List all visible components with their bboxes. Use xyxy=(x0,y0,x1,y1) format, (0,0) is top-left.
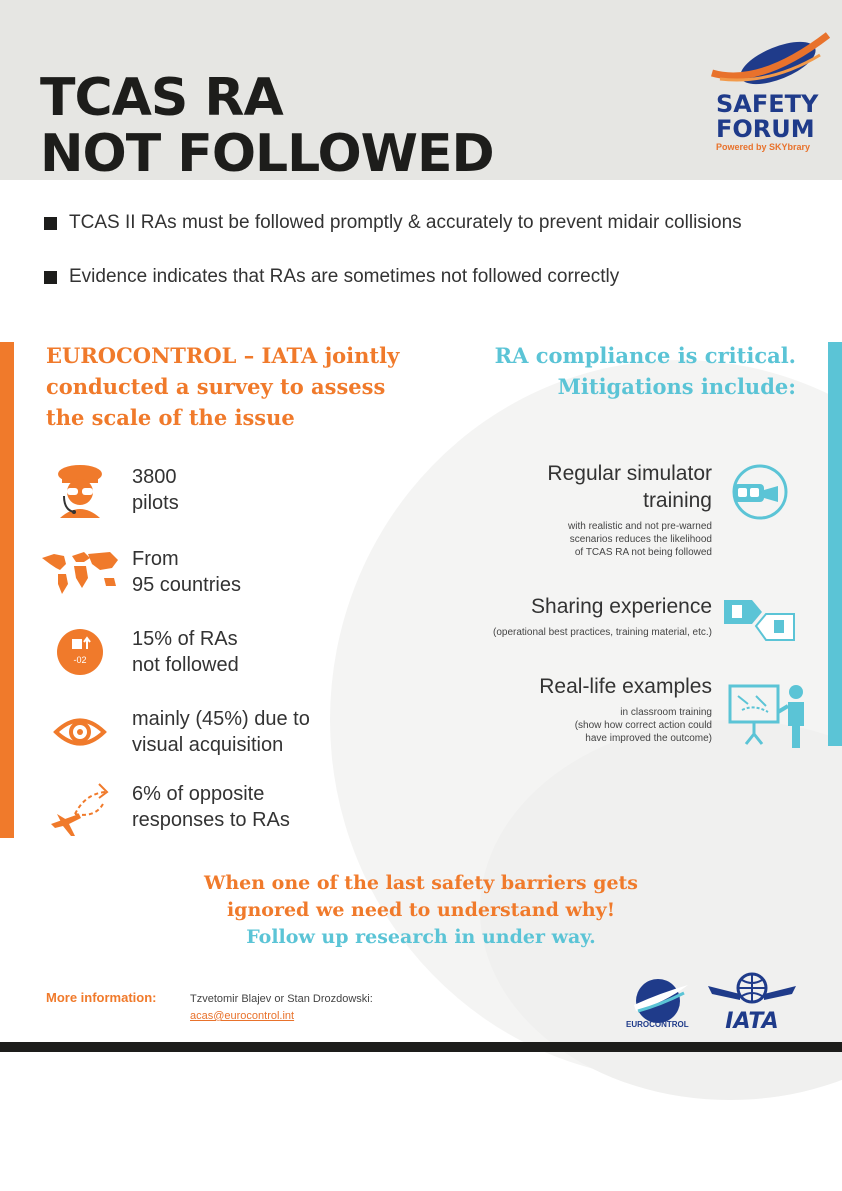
sharing-documents-icon xyxy=(724,600,794,640)
stat-line: 15% of RAs xyxy=(132,628,238,650)
mitigation-title-line: Regular simulator xyxy=(547,462,712,485)
mitigation-subtext xyxy=(493,626,712,639)
stat-text xyxy=(132,706,310,758)
logo-line1: SAFETY xyxy=(716,90,819,118)
mitigations-heading-line: RA compliance is critical. xyxy=(494,343,796,368)
mitigation-title-line: Real-life examples xyxy=(539,675,712,698)
bullet-item xyxy=(44,210,742,236)
closing-line: ignored we need to understand why! xyxy=(226,899,616,921)
mitigation-title-line: training xyxy=(643,489,712,512)
header-band xyxy=(0,0,842,184)
orange-accent-bar xyxy=(0,342,14,838)
stat-line: 3800 xyxy=(132,466,177,488)
mitigation-title xyxy=(547,460,712,514)
stat-pilots xyxy=(40,455,179,525)
page-title-line1: TCAS RA xyxy=(40,68,283,128)
mitigations-heading-line: Mitigations include: xyxy=(557,374,796,399)
mitigation-sharing xyxy=(493,593,712,639)
airplane-path-icon xyxy=(40,772,120,842)
bullet-text: Evidence indicates that RAs are sometimes not followed correctly xyxy=(69,266,620,287)
more-info-label: More information: xyxy=(46,990,157,1005)
square-bullet-icon xyxy=(44,271,57,284)
page-title xyxy=(40,70,494,182)
mitigation-sub-line: in classroom training xyxy=(620,707,712,718)
svg-text:-02: -02 xyxy=(73,655,87,665)
stat-text xyxy=(132,781,290,833)
stat-ras-not-followed xyxy=(40,617,239,687)
closing-line: Follow up research in under way. xyxy=(246,926,596,948)
stat-line: responses to RAs xyxy=(132,809,290,831)
mitigation-sub-line: (show how correct action could xyxy=(574,720,712,731)
mitigations-heading xyxy=(495,340,796,402)
key-points xyxy=(44,210,742,318)
eurocontrol-wordmark: EUROCONTROL xyxy=(626,1020,689,1029)
page-title-line2: NOT FOLLOWED xyxy=(40,124,494,184)
logo-tagline: Powered by SKYbrary xyxy=(716,142,811,152)
blue-accent-bar xyxy=(828,342,842,746)
survey-heading-line: conducted a survey to assess xyxy=(46,374,386,399)
mitigation-title-line: Sharing experience xyxy=(531,595,712,618)
closing-message xyxy=(0,870,842,951)
stat-line: From xyxy=(132,548,179,570)
contact-names: Tzvetomir Blajev or Stan Drozdowski: xyxy=(190,993,373,1005)
mitigation-simulator xyxy=(547,460,712,559)
square-bullet-icon xyxy=(44,217,57,230)
mitigation-title xyxy=(493,593,712,620)
eye-icon xyxy=(40,697,120,767)
logo-line2: FORUM xyxy=(716,115,815,143)
stat-line: mainly (45%) due to xyxy=(132,708,310,730)
survey-heading-line: EUROCONTROL – IATA jointly xyxy=(46,343,400,368)
footer-bar xyxy=(0,1042,842,1052)
mitigation-sub-line: (operational best practices, training material, etc.) xyxy=(493,627,712,638)
contact-email-link[interactable]: acas@eurocontrol.int xyxy=(190,1010,295,1022)
contact-info xyxy=(190,991,373,1025)
stat-line: 95 countries xyxy=(132,574,241,596)
stat-line: visual acquisition xyxy=(132,734,284,756)
stat-text xyxy=(132,546,241,598)
stat-line: 6% of opposite xyxy=(132,783,265,805)
mitigation-sub-line: of TCAS RA not being followed xyxy=(574,547,712,558)
svg-text:IATA: IATA xyxy=(725,1009,779,1034)
mitigation-sub-line: scenarios reduces the likelihood xyxy=(569,534,712,545)
bullet-text: TCAS II RAs must be followed promptly & accurately to prevent midair collisions xyxy=(69,212,742,233)
classroom-presenter-icon xyxy=(728,682,814,750)
bullet-item xyxy=(44,264,742,290)
stat-opposite-responses xyxy=(40,772,290,842)
closing-line: When one of the last safety barriers gets xyxy=(203,872,639,894)
pilot-icon xyxy=(40,455,120,525)
stat-text xyxy=(132,626,239,678)
mitigation-sub-line: with realistic and not pre-warned xyxy=(568,521,712,532)
mitigation-title xyxy=(539,673,712,700)
stat-line: not followed xyxy=(132,654,239,676)
mitigation-real-life xyxy=(539,673,712,745)
survey-heading xyxy=(46,340,399,433)
stat-text xyxy=(132,464,179,516)
mitigation-subtext xyxy=(539,706,712,745)
mitigation-sub-line: have improved the outcome) xyxy=(585,733,712,744)
survey-heading-line: the scale of the issue xyxy=(46,405,295,430)
logo-wordmark xyxy=(716,92,818,142)
stat-visual-acquisition xyxy=(40,697,310,767)
simulator-headset-icon xyxy=(730,462,790,522)
world-map-icon xyxy=(40,537,120,607)
ra-percentage-icon xyxy=(40,617,120,687)
mitigation-subtext xyxy=(547,520,712,559)
stat-line: pilots xyxy=(132,492,179,514)
stat-countries xyxy=(40,537,241,607)
iata-logo-icon xyxy=(706,970,798,1034)
